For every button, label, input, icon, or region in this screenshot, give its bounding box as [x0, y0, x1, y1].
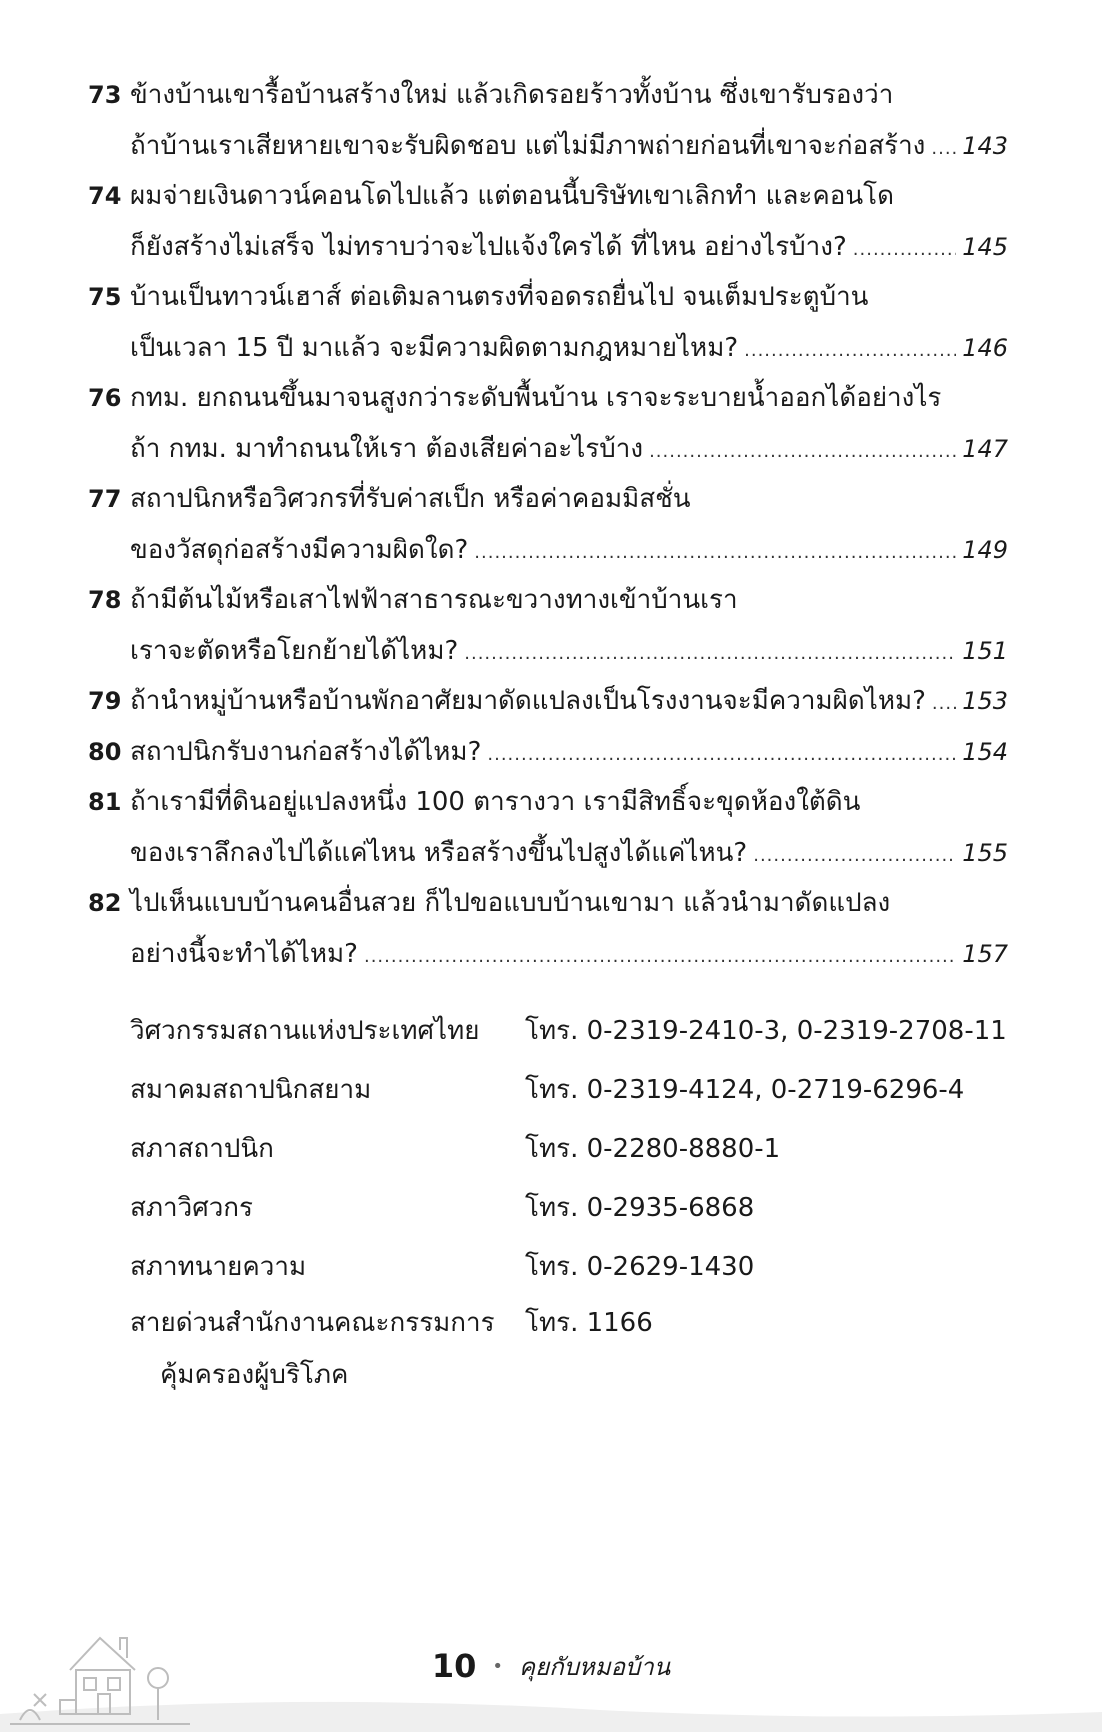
contact-list [130, 1002, 1010, 1401]
entry-page: 143 [962, 131, 1008, 160]
entry-number: 79 [88, 687, 122, 715]
toc-entry [88, 676, 1008, 727]
toc-entry [88, 727, 1008, 778]
contact-org: สภาวิศวกร [130, 1193, 254, 1223]
entry-text: เป็นเวลา 15 ปี มาแล้ว จะมีความผิดตามกฎหมายไหม? [130, 332, 739, 363]
entry-number: 77 [88, 485, 122, 513]
entry-text: อย่างนี้จะทำได้ไหม? [130, 938, 358, 969]
toc-entry [88, 373, 1008, 474]
toc-entry [88, 70, 1008, 171]
entry-text: ก็ยังสร้างไม่เสร็จ ไม่ทราบว่าจะไปแจ้งใครได้ ที่ไหน อย่างไรบ้าง? [130, 231, 847, 262]
dot-leader [474, 528, 956, 579]
entry-text: บ้านเป็นทาวน์เฮาส์ ต่อเติมลานตรงที่จอดรถยื่นไป จนเต็มประตูบ้าน [130, 282, 869, 312]
entry-number: 80 [88, 737, 122, 766]
entry-page: 153 [962, 687, 1008, 715]
page-footer [0, 1640, 1102, 1692]
contact-phone: โทร. 0-2629-1430 [525, 1252, 755, 1282]
entry-page: 151 [962, 636, 1008, 665]
contact-org-continued: คุ้มครองผู้บริโภค [160, 1360, 349, 1390]
entry-number: 73 [88, 81, 122, 109]
entry-text: ผมจ่ายเงินดาวน์คอนโดไปแล้ว แต่ตอนนี้บริษัทเขาเลิกทำ และคอนโด [130, 181, 894, 211]
dot-leader [753, 831, 956, 882]
contact-org: วิศวกรรมสถานแห่งประเทศไทย [130, 1016, 480, 1046]
dot-leader [931, 124, 956, 175]
toc-entry [88, 777, 1008, 878]
toc-entry [88, 272, 1008, 373]
contact-phone: โทร. 0-2319-4124, 0-2719-6296-4 [525, 1075, 965, 1105]
entry-text: ถ้ามีต้นไม้หรือเสาไฟฟ้าสาธารณะขวางทางเข้าบ้านเรา [130, 585, 738, 615]
dot-leader [932, 679, 956, 730]
entry-number: 78 [88, 586, 122, 614]
entry-text: ของวัสดุก่อสร้างมีความผิดใด? [130, 534, 469, 565]
toc-entry [88, 878, 1008, 979]
entry-text: ของเราลึกลงไปได้แค่ไหน หรือสร้างขึ้นไปสูงได้แค่ไหน? [130, 837, 748, 868]
entry-page: 147 [962, 434, 1008, 463]
entry-page: 145 [962, 232, 1008, 261]
entry-page: 157 [962, 939, 1008, 968]
dot-leader [364, 932, 956, 983]
entry-text: ถ้านำหมู่บ้านหรือบ้านพักอาศัยมาดัดแปลงเป็นโรงงานจะมีความผิดไหม? [130, 686, 926, 716]
contact-phone: โทร. 0-2935-6868 [525, 1193, 755, 1223]
entry-number: 75 [88, 283, 122, 311]
contact-phone: โทร. 0-2280-8880-1 [525, 1134, 781, 1164]
entry-text: เราจะตัดหรือโยกย้ายได้ไหม? [130, 635, 459, 666]
entry-number: 74 [88, 182, 122, 210]
contact-org: สภาสถาปนิก [130, 1134, 274, 1164]
entry-text: ไปเห็นแบบบ้านคนอื่นสวย ก็ไปขอแบบบ้านเขามา แล้วนำมาดัดแปลง [130, 888, 891, 918]
dot-leader [853, 225, 956, 276]
dot-leader [744, 326, 956, 377]
entry-number: 76 [88, 384, 122, 412]
entry-page: 154 [962, 737, 1008, 766]
contact-row [130, 1061, 1010, 1120]
entry-page: 149 [962, 535, 1008, 564]
entry-text: ถ้าเรามีที่ดินอยู่แปลงหนึ่ง 100 ตารางวา เรามีสิทธิ์จะขุดห้องใต้ดิน [130, 787, 861, 817]
entry-text: ข้างบ้านเขารื้อบ้านสร้างใหม่ แล้วเกิดรอยร้าวทั้งบ้าน ซึ่งเขารับรองว่า [130, 80, 894, 110]
toc-entry [88, 171, 1008, 272]
book-title: คุยกับหมอบ้าน [519, 1652, 671, 1681]
dot-leader [464, 629, 956, 680]
contact-row [130, 1002, 1010, 1061]
entry-text: กทม. ยกถนนขึ้นมาจนสูงกว่าระดับพื้นบ้าน เราจะระบายน้ำออกได้อย่างไร [130, 383, 942, 413]
page-number: 10 [431, 1647, 477, 1685]
entry-number: 81 [88, 788, 122, 816]
contact-phone: โทร. 1166 [525, 1308, 653, 1338]
contact-row [130, 1238, 1010, 1297]
footer-bullet: • [492, 1655, 504, 1677]
contact-org: สภาทนายความ [130, 1252, 307, 1282]
entry-page: 146 [962, 333, 1008, 362]
entry-page: 155 [962, 838, 1008, 867]
entry-text: สถาปนิกรับงานก่อสร้างได้ไหม? [130, 736, 482, 767]
entry-text: ถ้า กทม. มาทำถนนให้เรา ต้องเสียค่าอะไรบ้าง [130, 433, 644, 464]
dot-leader [649, 427, 956, 478]
contact-row [130, 1120, 1010, 1179]
contact-org: สมาคมสถาปนิกสยาม [130, 1075, 372, 1105]
toc-entry [88, 575, 1008, 676]
contact-phone: โทร. 0-2319-2410-3, 0-2319-2708-11 [525, 1016, 1007, 1046]
table-of-contents [88, 70, 1008, 979]
toc-entry [88, 474, 1008, 575]
entry-text: สถาปนิกหรือวิศวกรที่รับค่าสเป็ก หรือค่าคอมมิสชั่น [130, 484, 691, 514]
contact-row [130, 1297, 1010, 1401]
entry-text: ถ้าบ้านเราเสียหายเขาจะรับผิดชอบ แต่ไม่มีภาพถ่ายก่อนที่เขาจะก่อสร้าง [130, 130, 926, 161]
dot-leader [487, 730, 956, 781]
contact-row [130, 1179, 1010, 1238]
contact-org: สายด่วนสำนักงานคณะกรรมการ [130, 1308, 495, 1338]
entry-number: 82 [88, 889, 122, 917]
